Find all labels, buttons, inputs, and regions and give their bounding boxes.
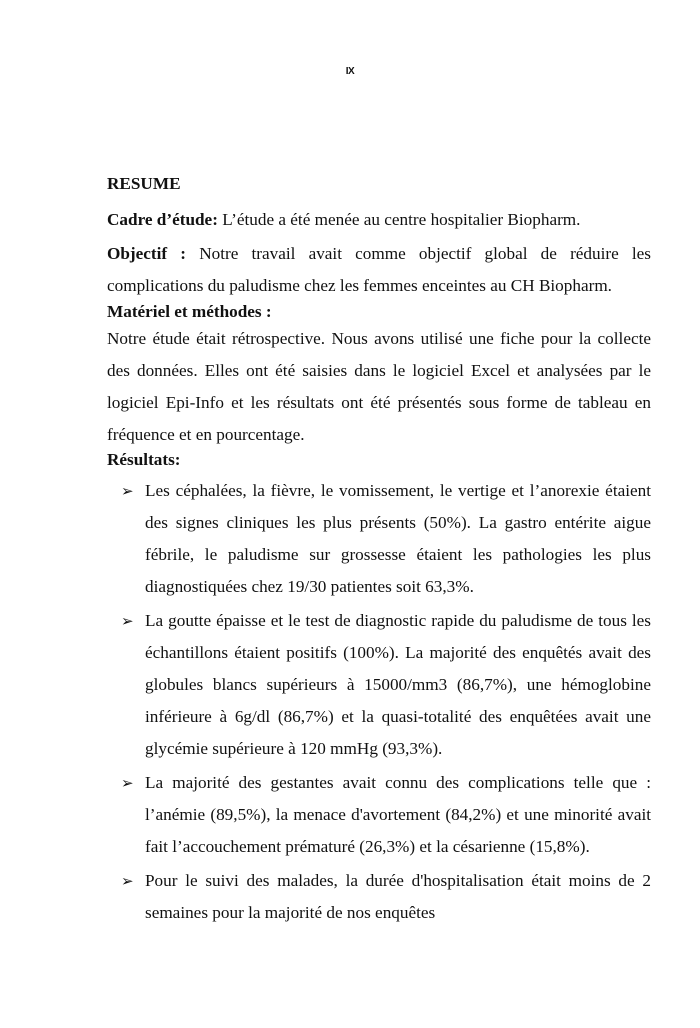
page-title: RESUME: [107, 174, 181, 193]
methods-paragraph: Notre étude était rétrospective. Nous avons utilisé une fiche pour la collecte des données. Elles ont été saisies dans le logiciel Excel et analysées par le logiciel Epi-Info et les résultats ont été présentés sous forme de tableau en fréquence et en pourcentage.: [107, 329, 651, 444]
cadre-text: L’étude a été menée au centre hospitalier Biopharm.: [217, 210, 581, 229]
arrow-bullet-icon: ➢: [121, 482, 134, 500]
objectif-paragraph: [107, 238, 651, 302]
result-text: La goutte épaisse et le test de diagnostic rapide du paludisme de tous les échantillons étaient positifs (100%). La majorité des enquêtés avait des globules blancs supérieurs à 15000/mm3 (86,7%), une hémoglobine inférieure à 6g/dl (86,7%) et la quasi-totalité des enquêtées avait une glycémie supérieure à 120 mmHg (93,3%).: [145, 611, 651, 758]
list-item: [121, 767, 651, 863]
result-text: Les céphalées, la fièvre, le vomissement, le vertige et l’anorexie étaient des signes cliniques les plus présents (50%). La gastro entérite aigue fébrile, le paludisme sur grossesse étaient les pathologies les plus diagnostiquées chez 19/30 patientes soit 63,3%.: [145, 481, 651, 596]
methods-heading: Matériel et méthodes :: [107, 302, 272, 321]
result-text: La majorité des gestantes avait connu des complications telle que : l’anémie (89,5%), la menace d'avortement (84,2%) et une minorité avait fait l’accouchement prématuré (26,3%) et la césarienne (15,8%).: [145, 773, 651, 856]
list-item: [121, 865, 651, 929]
cadre-label: Cadre d’étude:: [107, 210, 218, 229]
document-body: [107, 172, 651, 931]
objectif-text: Notre travail avait comme objectif global de réduire les complications du paludisme chez les femmes enceintes au CH Biopharm.: [107, 244, 651, 295]
results-list: [107, 475, 651, 929]
result-text: Pour le suivi des malades, la durée d'hospitalisation était moins de 2 semaines pour la majorité de nos enquêtes: [145, 871, 651, 922]
arrow-bullet-icon: ➢: [121, 872, 134, 890]
arrow-bullet-icon: ➢: [121, 774, 134, 792]
page-number: IX: [345, 66, 355, 77]
cadre-paragraph: [107, 204, 651, 236]
objectif-label: Objectif :: [107, 244, 187, 263]
list-item: [121, 475, 651, 603]
list-item: [121, 605, 651, 765]
arrow-bullet-icon: ➢: [121, 612, 134, 630]
results-heading: Résultats:: [107, 450, 181, 469]
